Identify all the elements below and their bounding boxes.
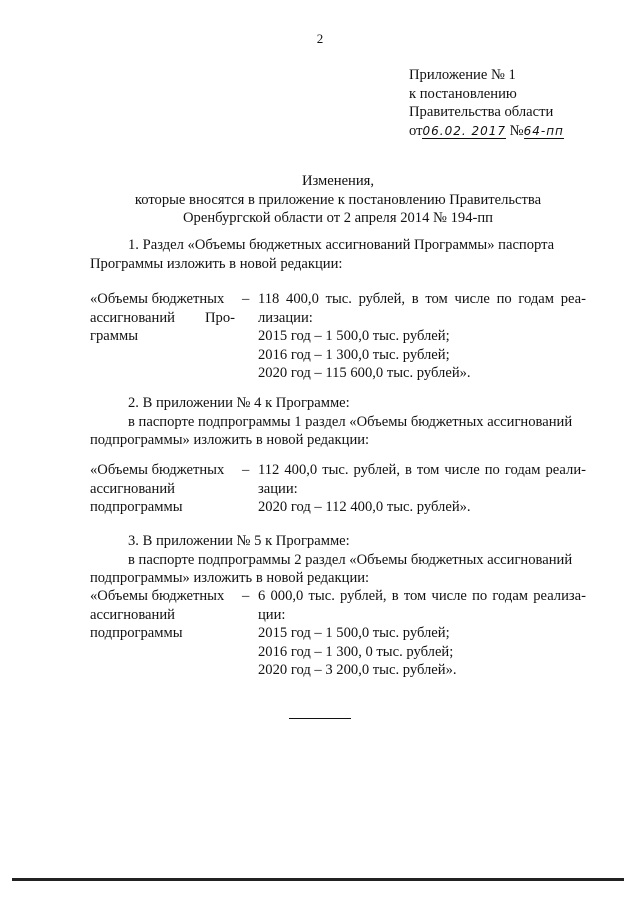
section2-text-line-1: в паспорте подпрограммы 1 раздел «Объемы бюджетных ассигнований xyxy=(128,413,573,430)
label-line: «Объемы бюджетных xyxy=(90,588,225,604)
appendix-date-line xyxy=(409,122,624,141)
section1-value xyxy=(258,290,586,383)
label-line: ассигнований xyxy=(90,606,175,623)
section3-text-line-1: в паспорте подпрограммы 2 раздел «Объемы бюджетных ассигнований xyxy=(128,551,573,568)
appendix-line-3: Правительства области xyxy=(409,104,554,120)
value-line: лизации: xyxy=(258,309,313,326)
value-line: зации: xyxy=(258,480,298,497)
value-line: 2020 год – 112 400,0 тыс. рублей». xyxy=(258,499,471,515)
value-line: 2015 год – 1 500,0 тыс. рублей; xyxy=(258,328,450,344)
section2-text-line-2: подпрограммы» изложить в новой редакции: xyxy=(90,432,370,448)
section3-heading: 3. В приложении № 5 к Программе: xyxy=(128,533,350,549)
handwritten-date: 06.02. 2017 xyxy=(422,123,507,138)
label-line: «Объемы бюджетных xyxy=(90,291,225,307)
section2-text xyxy=(90,394,586,450)
section2-label xyxy=(90,461,235,517)
appendix-line-1: Приложение № 1 xyxy=(409,67,516,83)
title-line-2: которые вносятся в приложение к постановлению Правительства xyxy=(134,191,542,208)
appendix-header xyxy=(409,66,624,140)
value-line: 6 000,0 тыс. рублей, в том числе по годам реализа- xyxy=(258,588,586,604)
handwritten-number: 64-пп xyxy=(523,123,564,138)
section3-text xyxy=(90,532,586,588)
page-number: 2 xyxy=(316,31,324,46)
label-line: подпрограммы xyxy=(90,499,183,515)
number-sign: № xyxy=(509,122,524,139)
title-line-3: Оренбургской области от 2 апреля 2014 № 194-пп xyxy=(183,210,493,226)
section2-heading: 2. В приложении № 4 к Программе: xyxy=(128,395,350,411)
section1-text-line-1: 1. Раздел «Объемы бюджетных ассигнований Программы» паспорта xyxy=(128,237,555,253)
section1-text-line-2: Программы изложить в новой редакции: xyxy=(90,255,343,272)
section3-label xyxy=(90,587,235,643)
value-line: 118 400,0 тыс. рублей, в том числе по годам реа- xyxy=(258,291,586,307)
dash: – xyxy=(242,462,250,478)
appendix-line-2: к постановлению xyxy=(409,85,517,102)
label-line: Про- xyxy=(205,309,235,326)
dash: – xyxy=(242,291,250,307)
label-line: «Объемы бюджетных xyxy=(90,462,225,478)
document-title xyxy=(90,172,586,228)
label-line: ассигнований xyxy=(90,480,175,497)
label-line: граммы xyxy=(90,328,139,344)
value-line: 2020 год – 3 200,0 тыс. рублей». xyxy=(258,662,457,678)
value-line: 2016 год – 1 300, 0 тыс. рублей; xyxy=(258,643,454,660)
end-separator-line xyxy=(289,718,351,719)
value-line: 2015 год – 1 500,0 тыс. рублей; xyxy=(258,625,450,641)
from-prefix: от xyxy=(409,122,423,139)
section1-text xyxy=(90,236,586,273)
section2-value xyxy=(258,461,586,517)
section3-text-line-2: подпрограммы» изложить в новой редакции: xyxy=(90,570,370,586)
label-line: подпрограммы xyxy=(90,625,183,641)
title-line-1: Изменения, xyxy=(301,173,375,189)
scan-bottom-edge xyxy=(12,878,624,881)
section1-label xyxy=(90,290,235,346)
label-line: ассигнований xyxy=(90,309,175,326)
dash: – xyxy=(242,588,250,604)
value-line: 112 400,0 тыс. рублей, в том числе по годам реали- xyxy=(258,462,586,478)
value-line: ции: xyxy=(258,606,286,623)
value-line: 2020 год – 115 600,0 тыс. рублей». xyxy=(258,365,471,381)
value-line: 2016 год – 1 300,0 тыс. рублей; xyxy=(258,346,450,363)
section3-value xyxy=(258,587,586,680)
